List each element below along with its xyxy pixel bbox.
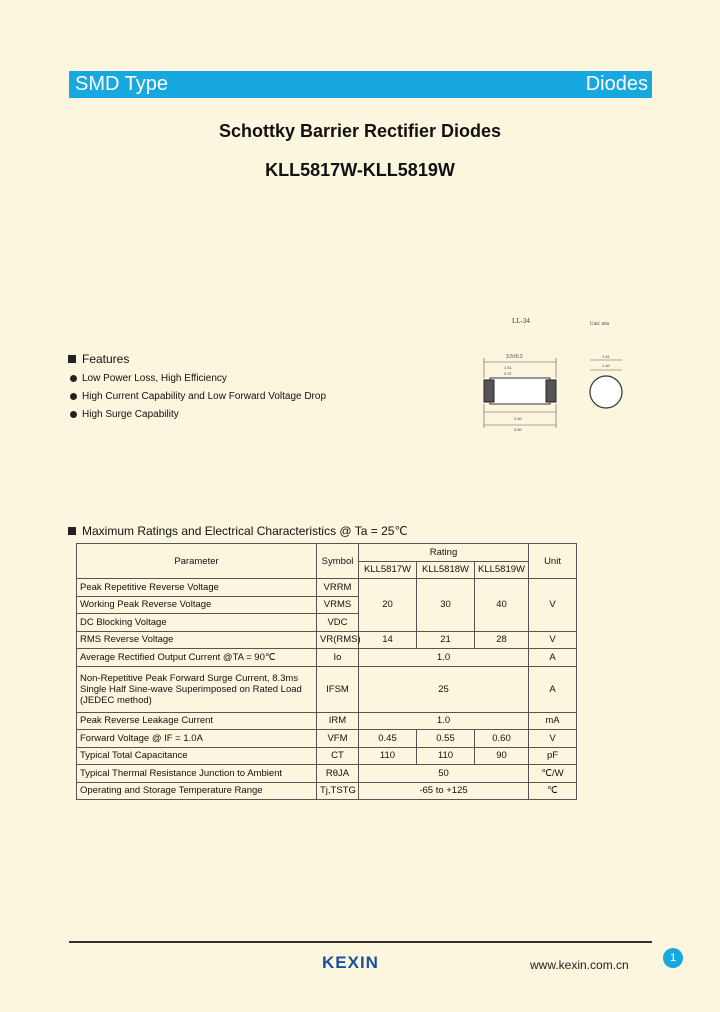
header-type: Diodes bbox=[585, 73, 648, 95]
cell-parameter: Peak Reverse Leakage Current bbox=[77, 712, 317, 730]
cell-symbol: VR(RMS) bbox=[317, 631, 359, 649]
feature-item: Low Power Loss, High Efficiency bbox=[70, 373, 227, 384]
cell-symbol: IFSM bbox=[317, 666, 359, 712]
cell-unit: V bbox=[529, 631, 577, 649]
dim-c: 3.40 bbox=[514, 416, 522, 421]
diode-cap-right bbox=[546, 380, 556, 402]
cell-value: 25 bbox=[359, 666, 529, 712]
cell-value: 21 bbox=[417, 631, 475, 649]
dim-length: 3.5±0.2 bbox=[506, 354, 523, 360]
header-banner bbox=[69, 71, 652, 98]
dim-d: 3.50 bbox=[514, 427, 522, 432]
ratings-heading: Maximum Ratings and Electrical Characteristics @ Ta = 25℃ bbox=[68, 524, 408, 538]
header-category: SMD Type bbox=[75, 73, 168, 95]
footer-divider bbox=[69, 941, 652, 943]
bullet-icon bbox=[70, 411, 77, 418]
col-rating: Rating bbox=[359, 544, 529, 562]
cell-value: 1.0 bbox=[359, 712, 529, 730]
col-part: KLL5819W bbox=[475, 561, 529, 579]
cell-unit: A bbox=[529, 649, 577, 667]
diode-cap-left bbox=[484, 380, 494, 402]
cell-parameter: Operating and Storage Temperature Range bbox=[77, 782, 317, 800]
col-part: KLL5817W bbox=[359, 561, 417, 579]
cell-unit: mA bbox=[529, 712, 577, 730]
diode-end-view bbox=[590, 376, 622, 408]
features-heading: Features bbox=[68, 352, 129, 366]
cell-symbol: RθJA bbox=[317, 765, 359, 783]
cell-parameter: Forward Voltage @ IF = 1.0A bbox=[77, 730, 317, 748]
cell-symbol: CT bbox=[317, 747, 359, 765]
cell-symbol: VRMS bbox=[317, 596, 359, 614]
cell-value: 50 bbox=[359, 765, 529, 783]
cell-symbol: VRRM bbox=[317, 579, 359, 597]
cell-parameter: DC Blocking Voltage bbox=[77, 614, 317, 632]
table-row bbox=[77, 782, 577, 800]
table-row bbox=[77, 730, 577, 748]
package-name: LL-34 bbox=[512, 317, 530, 325]
dim-b: 0.37 bbox=[504, 371, 512, 376]
cell-value: 0.55 bbox=[417, 730, 475, 748]
feature-item: High Surge Capability bbox=[70, 409, 179, 420]
table-row bbox=[77, 747, 577, 765]
table-row bbox=[77, 649, 577, 667]
feature-item: High Current Capability and Low Forward Voltage Drop bbox=[70, 391, 326, 402]
bullet-icon bbox=[70, 393, 77, 400]
page-title: Schottky Barrier Rectifier Diodes bbox=[218, 121, 502, 141]
cell-unit: ℃ bbox=[529, 782, 577, 800]
cell-parameter: Typical Total Capacitance bbox=[77, 747, 317, 765]
table-row bbox=[77, 631, 577, 649]
ratings-table bbox=[76, 543, 577, 800]
cell-unit: V bbox=[529, 579, 577, 632]
cell-symbol: IRM bbox=[317, 712, 359, 730]
cell-symbol: VFM bbox=[317, 730, 359, 748]
cell-value: 0.45 bbox=[359, 730, 417, 748]
package-drawing bbox=[470, 340, 640, 435]
table-row bbox=[77, 579, 577, 597]
cell-value: 20 bbox=[359, 579, 417, 632]
company-logo: KEXIN bbox=[322, 953, 379, 972]
cell-parameter: Typical Thermal Resistance Junction to Ambient bbox=[77, 765, 317, 783]
page-number: 1 bbox=[663, 948, 683, 968]
cell-parameter: Working Peak Reverse Voltage bbox=[77, 596, 317, 614]
table-row bbox=[77, 712, 577, 730]
cell-value: 40 bbox=[475, 579, 529, 632]
part-range: KLL5817W-KLL5819W bbox=[265, 160, 455, 180]
table-row bbox=[77, 765, 577, 783]
cell-unit: ℃/W bbox=[529, 765, 577, 783]
cell-value: 110 bbox=[359, 747, 417, 765]
square-bullet-icon bbox=[68, 527, 76, 535]
cell-unit: V bbox=[529, 730, 577, 748]
cell-symbol: VDC bbox=[317, 614, 359, 632]
cell-value: 30 bbox=[417, 579, 475, 632]
diode-body bbox=[490, 378, 550, 404]
cell-value: 14 bbox=[359, 631, 417, 649]
col-parameter: Parameter bbox=[77, 544, 317, 579]
cell-unit: A bbox=[529, 666, 577, 712]
cell-parameter: Average Rectified Output Current @TA = 90℃ bbox=[77, 649, 317, 667]
cell-value: 1.0 bbox=[359, 649, 529, 667]
dim-f: 1.40 bbox=[602, 363, 610, 368]
col-part: KLL5818W bbox=[417, 561, 475, 579]
cell-value: 28 bbox=[475, 631, 529, 649]
cell-parameter: Peak Repetitive Reverse Voltage bbox=[77, 579, 317, 597]
square-bullet-icon bbox=[68, 355, 76, 363]
bullet-icon bbox=[70, 375, 77, 382]
table-header-row bbox=[77, 544, 577, 562]
col-symbol: Symbol bbox=[317, 544, 359, 579]
cell-unit: pF bbox=[529, 747, 577, 765]
cell-value: 110 bbox=[417, 747, 475, 765]
dim-e: 1.51 bbox=[602, 354, 610, 359]
cell-symbol: Tj,TSTG bbox=[317, 782, 359, 800]
cell-parameter: Non-Repetitive Peak Forward Surge Current, 8.3ms Single Half Sine-wave Superimposed on Rated Load (JEDEC method) bbox=[77, 666, 317, 712]
cell-value: 0.60 bbox=[475, 730, 529, 748]
cell-value: -65 to +125 bbox=[359, 782, 529, 800]
package-unit: Unit: mm bbox=[590, 322, 610, 327]
table-row bbox=[77, 666, 577, 712]
cell-parameter: RMS Reverse Voltage bbox=[77, 631, 317, 649]
cell-symbol: Io bbox=[317, 649, 359, 667]
dim-a: 1.51 bbox=[504, 365, 512, 370]
col-unit: Unit bbox=[529, 544, 577, 579]
company-url[interactable]: www.kexin.com.cn bbox=[530, 958, 629, 972]
cell-value: 90 bbox=[475, 747, 529, 765]
